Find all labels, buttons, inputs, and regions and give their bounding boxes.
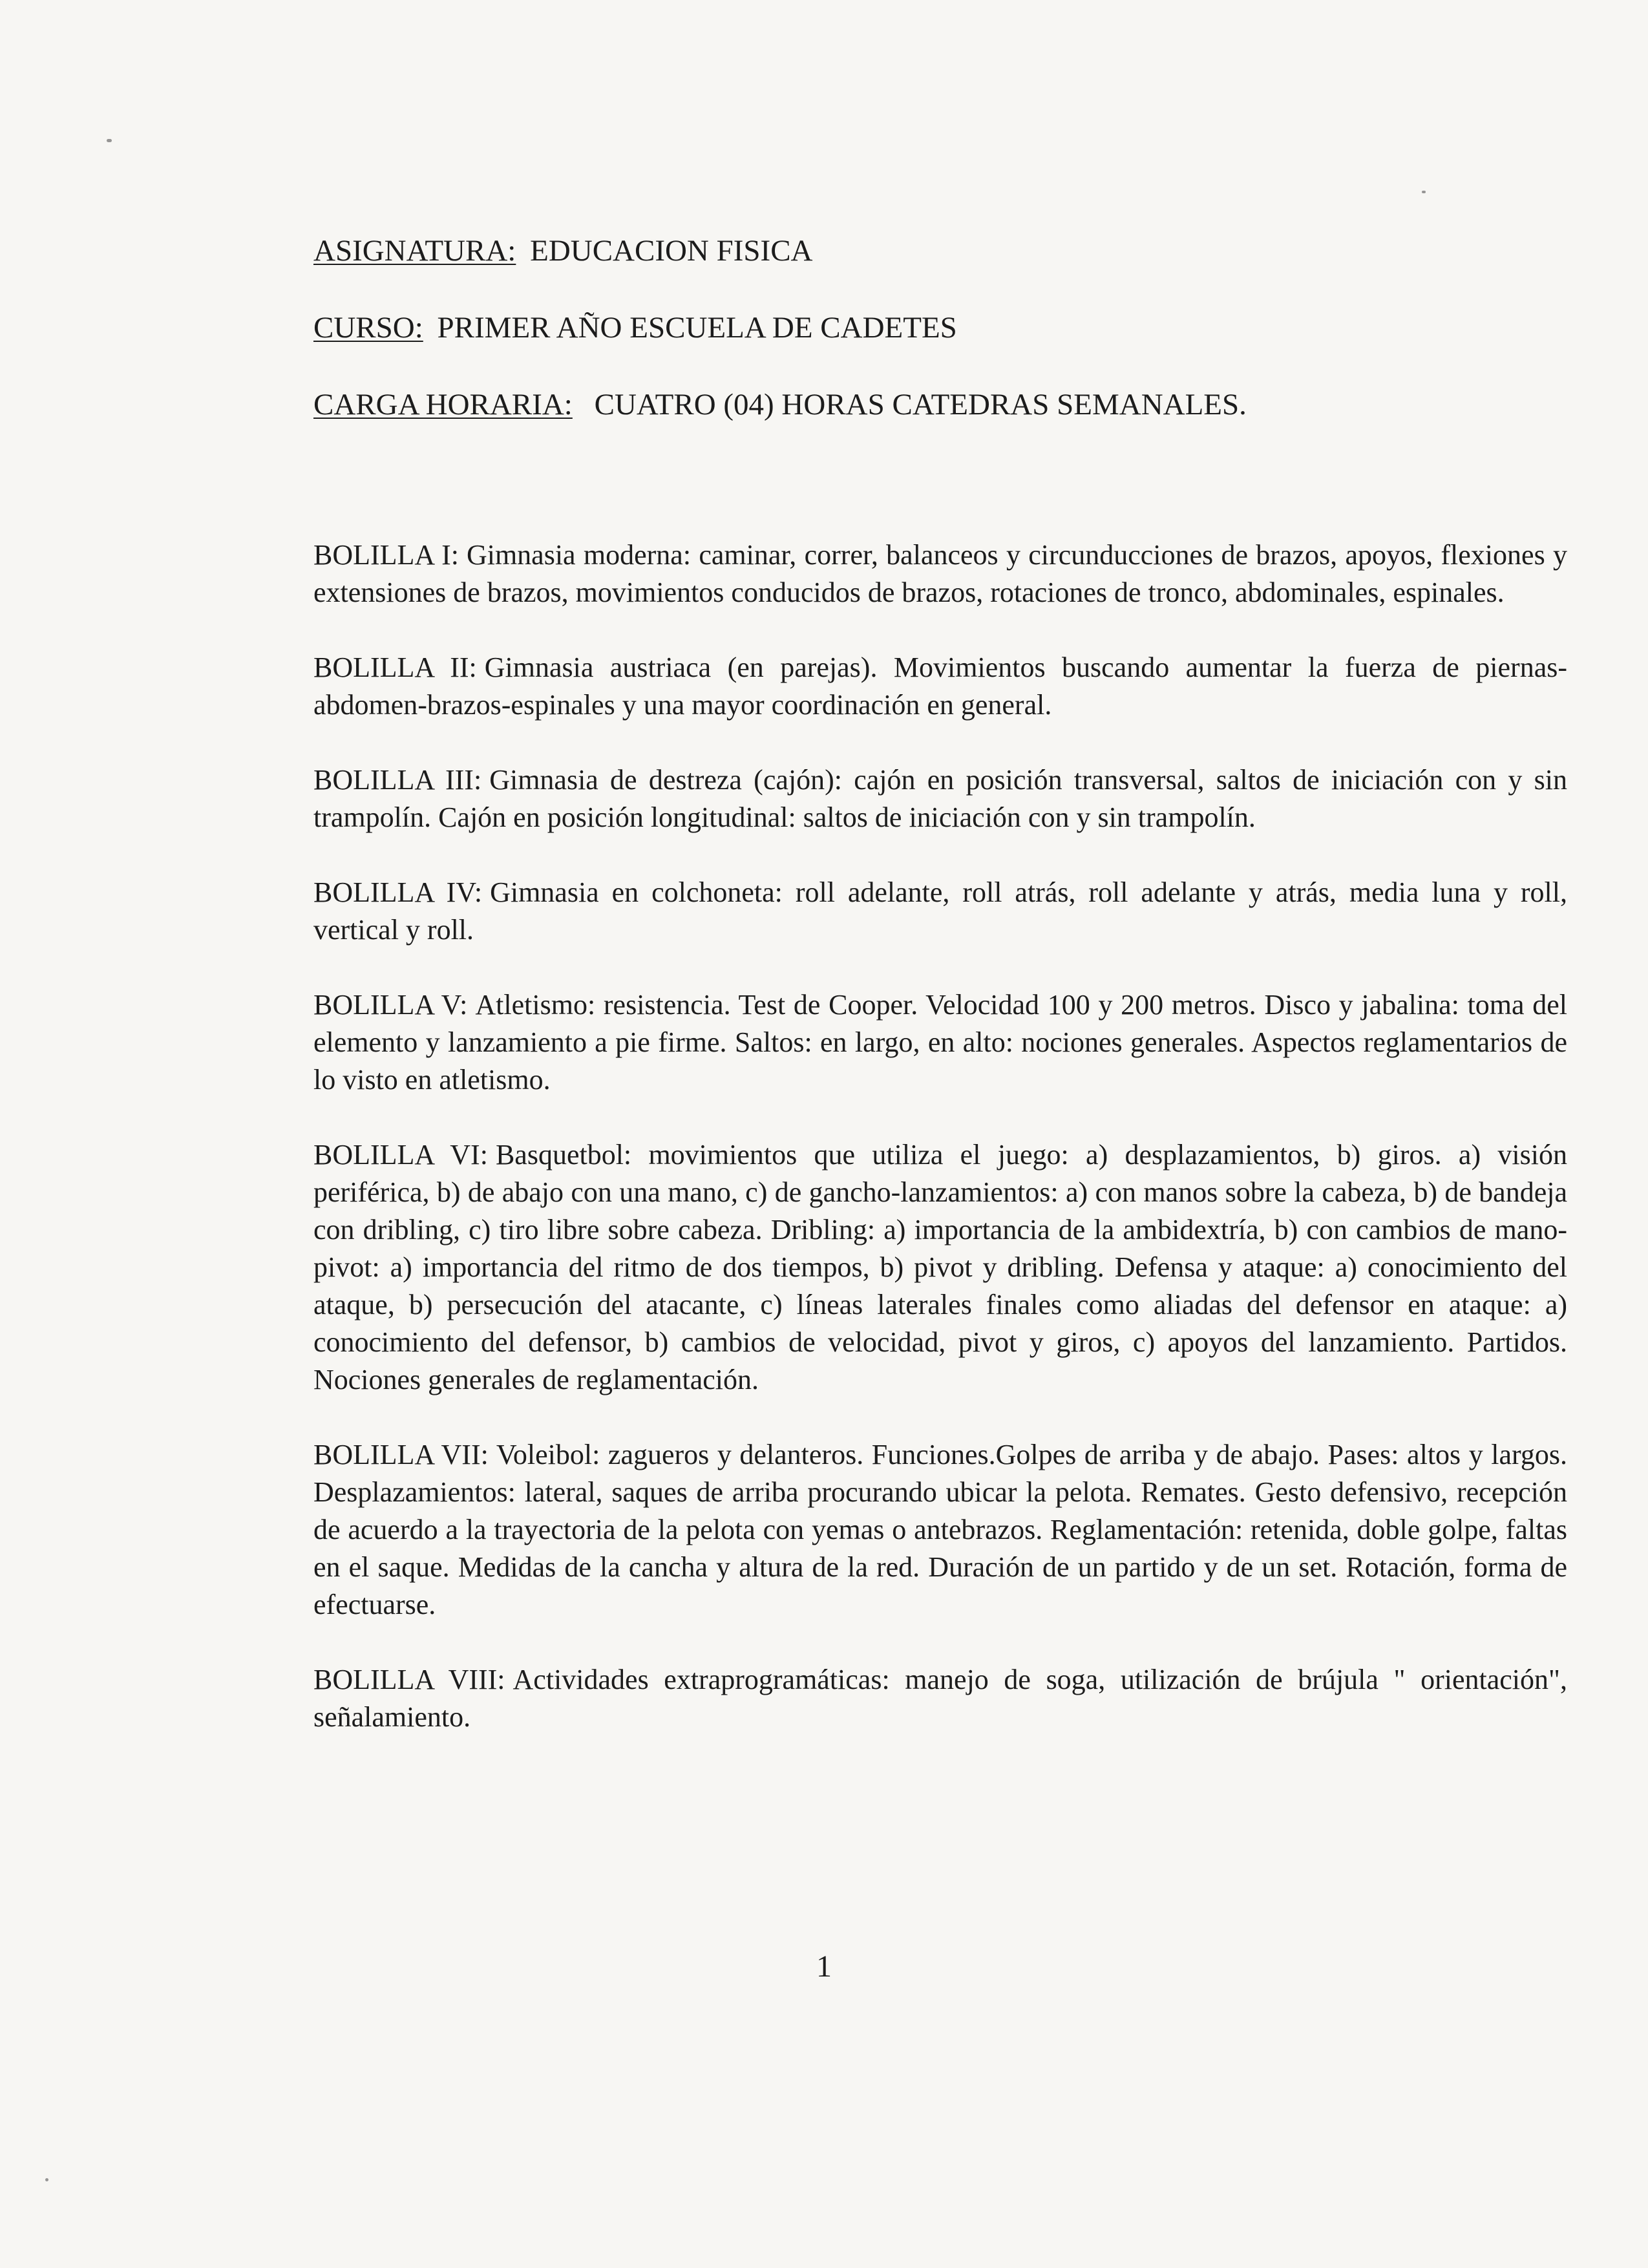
section-bolilla-7 bbox=[313, 1436, 1567, 1624]
hours-value: CUATRO (04) HORAS CATEDRAS SEMANALES. bbox=[594, 388, 1247, 421]
subject-line bbox=[313, 233, 1574, 269]
course-line bbox=[313, 310, 1574, 346]
subject-label: ASIGNATURA: bbox=[313, 234, 516, 268]
section-text: Voleibol: zagueros y delanteros. Funciones.Golpes de arriba y de abajo. Pases: altos y largos. Desplazamientos: lateral, saques de arriba procurando ubicar la pelota. Remates. Gesto defensivo, recepción de acuerdo a la trayectoria de la pelota con yemas o antebrazos. Reglamentación: retenida, doble golpe, faltas en el saque. Medidas de la cancha y altura de la red. Duración de un partido y de un set. Rotación, forma de efectuarse. bbox=[313, 1439, 1567, 1620]
section-text: Atletismo: resistencia. Test de Cooper. Velocidad 100 y 200 metros. Disco y jabalina: toma del elemento y lanzamiento a pie firme. Saltos: en largo, en alto: nociones generales. Aspectos reglamentarios de lo visto en atletismo. bbox=[313, 989, 1567, 1096]
section-bolilla-6 bbox=[313, 1136, 1567, 1399]
scan-speck bbox=[1422, 191, 1426, 193]
section-text: Actividades extraprogramáticas: manejo de soga, utilización de brújula " orientación", señalamiento. bbox=[313, 1664, 1567, 1733]
section-title: BOLILLA III: bbox=[313, 764, 482, 796]
section-bolilla-2 bbox=[313, 649, 1567, 724]
section-text: Gimnasia moderna: caminar, correr, balanceos y circunducciones de brazos, apoyos, flexiones y extensiones de brazos, movimientos conducidos de brazos, rotaciones de tronco, abdominales, espinales. bbox=[313, 539, 1567, 608]
course-label: CURSO: bbox=[313, 311, 423, 344]
scan-speck bbox=[107, 139, 112, 142]
section-bolilla-5 bbox=[313, 986, 1567, 1099]
section-title: BOLILLA IV: bbox=[313, 876, 483, 908]
section-text: Gimnasia austriaca (en parejas). Movimientos buscando aumentar la fuerza de piernas-abdomen-brazos-espinales y una mayor coordinación en general. bbox=[313, 652, 1567, 721]
course-value: PRIMER AÑO ESCUELA DE CADETES bbox=[437, 311, 957, 344]
section-bolilla-1 bbox=[313, 536, 1567, 611]
section-bolilla-3 bbox=[313, 761, 1567, 836]
section-text: Gimnasia en colchoneta: roll adelante, roll atrás, roll adelante y atrás, media luna y roll, vertical y roll. bbox=[313, 876, 1567, 946]
hours-label: CARGA HORARIA: bbox=[313, 388, 573, 421]
hours-line bbox=[313, 387, 1574, 423]
section-title: BOLILLA V: bbox=[313, 989, 468, 1021]
section-title: BOLILLA VIII: bbox=[313, 1664, 505, 1695]
section-title: BOLILLA I: bbox=[313, 539, 459, 571]
section-text: Basquetbol: movimientos que utiliza el juego: a) desplazamientos, b) giros. a) visión periférica, b) de abajo con una mano, c) de gancho-lanzamientos: a) con manos sobre la cabeza, b) de bandeja con dribling, c) tiro libre sobre cabeza. Dribling: a) importancia de la ambidextría, b) con cambios de mano-pivot: a) importancia del ritmo de dos tiempos, b) pivot y dribling. Defensa y ataque: a) conocimiento del ataque, b) persecución del atacante, c) líneas laterales finales como aliadas del defensor en ataque: a) conocimiento del defensor, b) cambios de velocidad, pivot y giros, c) apoyos del lanzamiento. Partidos. Nociones generales de reglamentación. bbox=[313, 1139, 1567, 1395]
document-header bbox=[313, 233, 1574, 463]
page-number: 1 bbox=[816, 1949, 832, 1984]
section-bolilla-4 bbox=[313, 874, 1567, 949]
scan-speck bbox=[45, 2178, 48, 2181]
syllabus-body bbox=[313, 536, 1567, 1774]
section-bolilla-8 bbox=[313, 1661, 1567, 1736]
section-title: BOLILLA VI: bbox=[313, 1139, 488, 1171]
section-text: Gimnasia de destreza (cajón): cajón en posición transversal, saltos de iniciación con y sin trampolín. Cajón en posición longitudinal: saltos de iniciación con y sin trampolín. bbox=[313, 764, 1568, 833]
section-title: BOLILLA VII: bbox=[313, 1439, 489, 1470]
section-title: BOLILLA II: bbox=[313, 652, 477, 683]
subject-value: EDUCACION FISICA bbox=[530, 234, 813, 268]
